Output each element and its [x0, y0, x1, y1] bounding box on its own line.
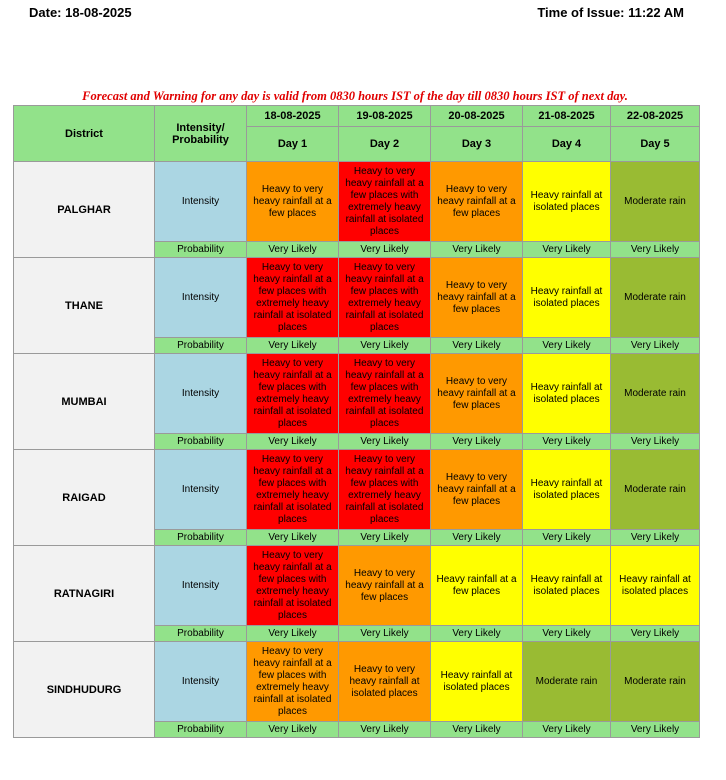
intensity-cell: Heavy to very heavy rainfall at a few places	[431, 354, 523, 434]
intensity-row	[14, 354, 700, 434]
intensity-cell: Moderate rain	[611, 162, 700, 242]
intensity-cell: Heavy to very heavy rainfall at isolated places	[339, 642, 431, 722]
probability-cell: Very Likely	[339, 722, 431, 738]
intensity-label: Intensity	[155, 450, 247, 530]
probability-cell: Very Likely	[523, 338, 611, 354]
intensity-cell: Heavy to very heavy rainfall at a few places with extremely heavy rainfall at isolated places	[339, 450, 431, 530]
intensity-cell: Heavy to very heavy rainfall at a few places with extremely heavy rainfall at isolated places	[247, 546, 339, 626]
intensity-cell: Heavy to very heavy rainfall at a few places with extremely heavy rainfall at isolated places	[339, 354, 431, 434]
probability-cell: Very Likely	[523, 434, 611, 450]
probability-cell: Very Likely	[611, 722, 700, 738]
probability-cell: Very Likely	[611, 338, 700, 354]
intensity-cell: Heavy rainfall at isolated places	[431, 642, 523, 722]
intensity-label: Intensity	[155, 546, 247, 626]
intensity-cell: Heavy rainfall at isolated places	[523, 546, 611, 626]
probability-label: Probability	[155, 338, 247, 354]
intensity-cell: Heavy to very heavy rainfall at a few places with extremely heavy rainfall at isolated places	[339, 162, 431, 242]
probability-label: Probability	[155, 242, 247, 258]
issue-time: Time of Issue: 11:22 AM	[537, 5, 684, 20]
intensity-cell: Heavy rainfall at isolated places	[523, 162, 611, 242]
probability-label: Probability	[155, 530, 247, 546]
district-name: SINDHUDURG	[14, 642, 155, 738]
intensity-cell: Moderate rain	[523, 642, 611, 722]
intensity-label: Intensity	[155, 162, 247, 242]
date-header: 21-08-2025	[523, 106, 611, 127]
intensity-row	[14, 258, 700, 338]
intensity-cell: Heavy to very heavy rainfall at a few places with extremely heavy rainfall at isolated places	[247, 354, 339, 434]
intensity-cell: Heavy to very heavy rainfall at a few places	[431, 162, 523, 242]
probability-cell: Very Likely	[247, 242, 339, 258]
probability-cell: Very Likely	[611, 434, 700, 450]
probability-label: Probability	[155, 434, 247, 450]
probability-cell: Very Likely	[523, 722, 611, 738]
intensity-cell: Heavy to very heavy rainfall at a few places	[339, 546, 431, 626]
intensity-cell: Heavy rainfall at isolated places	[523, 450, 611, 530]
intensity-row	[14, 162, 700, 242]
intensity-row	[14, 642, 700, 722]
intensity-cell: Moderate rain	[611, 258, 700, 338]
probability-cell: Very Likely	[523, 626, 611, 642]
probability-cell: Very Likely	[247, 530, 339, 546]
date-header: 20-08-2025	[431, 106, 523, 127]
intensity-cell: Heavy to very heavy rainfall at a few places with extremely heavy rainfall at isolated places	[247, 258, 339, 338]
date-header: 19-08-2025	[339, 106, 431, 127]
intensity-probability-header: Intensity/ Probability	[155, 106, 247, 162]
day-header: Day 1	[247, 127, 339, 162]
probability-cell: Very Likely	[339, 530, 431, 546]
probability-cell: Very Likely	[611, 626, 700, 642]
date-header: 18-08-2025	[247, 106, 339, 127]
probability-cell: Very Likely	[339, 338, 431, 354]
probability-cell: Very Likely	[339, 242, 431, 258]
intensity-row	[14, 450, 700, 530]
intensity-cell: Heavy rainfall at isolated places	[523, 354, 611, 434]
date-header: 22-08-2025	[611, 106, 700, 127]
day-header: Day 4	[523, 127, 611, 162]
intensity-cell: Heavy to very heavy rainfall at a few places	[247, 162, 339, 242]
probability-cell: Very Likely	[523, 242, 611, 258]
probability-label: Probability	[155, 722, 247, 738]
intensity-cell: Moderate rain	[611, 354, 700, 434]
forecast-body	[14, 162, 700, 738]
probability-cell: Very Likely	[431, 626, 523, 642]
day-header: Day 5	[611, 127, 700, 162]
probability-cell: Very Likely	[247, 722, 339, 738]
probability-cell: Very Likely	[431, 242, 523, 258]
intensity-label: Intensity	[155, 258, 247, 338]
intensity-cell: Heavy to very heavy rainfall at a few places with extremely heavy rainfall at isolated places	[247, 642, 339, 722]
district-header: District	[14, 106, 155, 162]
probability-cell: Very Likely	[247, 626, 339, 642]
district-name: MUMBAI	[14, 354, 155, 450]
forecast-table	[13, 105, 700, 738]
intensity-row	[14, 546, 700, 626]
probability-cell: Very Likely	[431, 530, 523, 546]
probability-cell: Very Likely	[431, 434, 523, 450]
day-header: Day 2	[339, 127, 431, 162]
probability-cell: Very Likely	[611, 242, 700, 258]
intensity-cell: Moderate rain	[611, 450, 700, 530]
probability-cell: Very Likely	[431, 722, 523, 738]
probability-cell: Very Likely	[339, 626, 431, 642]
probability-cell: Very Likely	[431, 338, 523, 354]
intensity-cell: Heavy rainfall at isolated places	[611, 546, 700, 626]
intensity-cell: Heavy to very heavy rainfall at a few places with extremely heavy rainfall at isolated places	[247, 450, 339, 530]
intensity-cell: Moderate rain	[611, 642, 700, 722]
probability-cell: Very Likely	[247, 338, 339, 354]
probability-label: Probability	[155, 626, 247, 642]
intensity-cell: Heavy rainfall at a few places	[431, 546, 523, 626]
district-name: RATNAGIRI	[14, 546, 155, 642]
district-name: THANE	[14, 258, 155, 354]
intensity-cell: Heavy to very heavy rainfall at a few places	[431, 450, 523, 530]
probability-cell: Very Likely	[339, 434, 431, 450]
intensity-cell: Heavy to very heavy rainfall at a few places with extremely heavy rainfall at isolated places	[339, 258, 431, 338]
intensity-cell: Heavy rainfall at isolated places	[523, 258, 611, 338]
intensity-label: Intensity	[155, 354, 247, 434]
intensity-label: Intensity	[155, 642, 247, 722]
probability-cell: Very Likely	[247, 434, 339, 450]
probability-cell: Very Likely	[523, 530, 611, 546]
validity-note: Forecast and Warning for any day is valid from 0830 hours IST of the day till 0830 hours IST of next day.	[82, 89, 628, 103]
intensity-cell: Heavy to very heavy rainfall at a few places	[431, 258, 523, 338]
probability-cell: Very Likely	[611, 530, 700, 546]
issue-date: Date: 18-08-2025	[29, 5, 132, 20]
district-name: RAIGAD	[14, 450, 155, 546]
day-header: Day 3	[431, 127, 523, 162]
district-name: PALGHAR	[14, 162, 155, 258]
